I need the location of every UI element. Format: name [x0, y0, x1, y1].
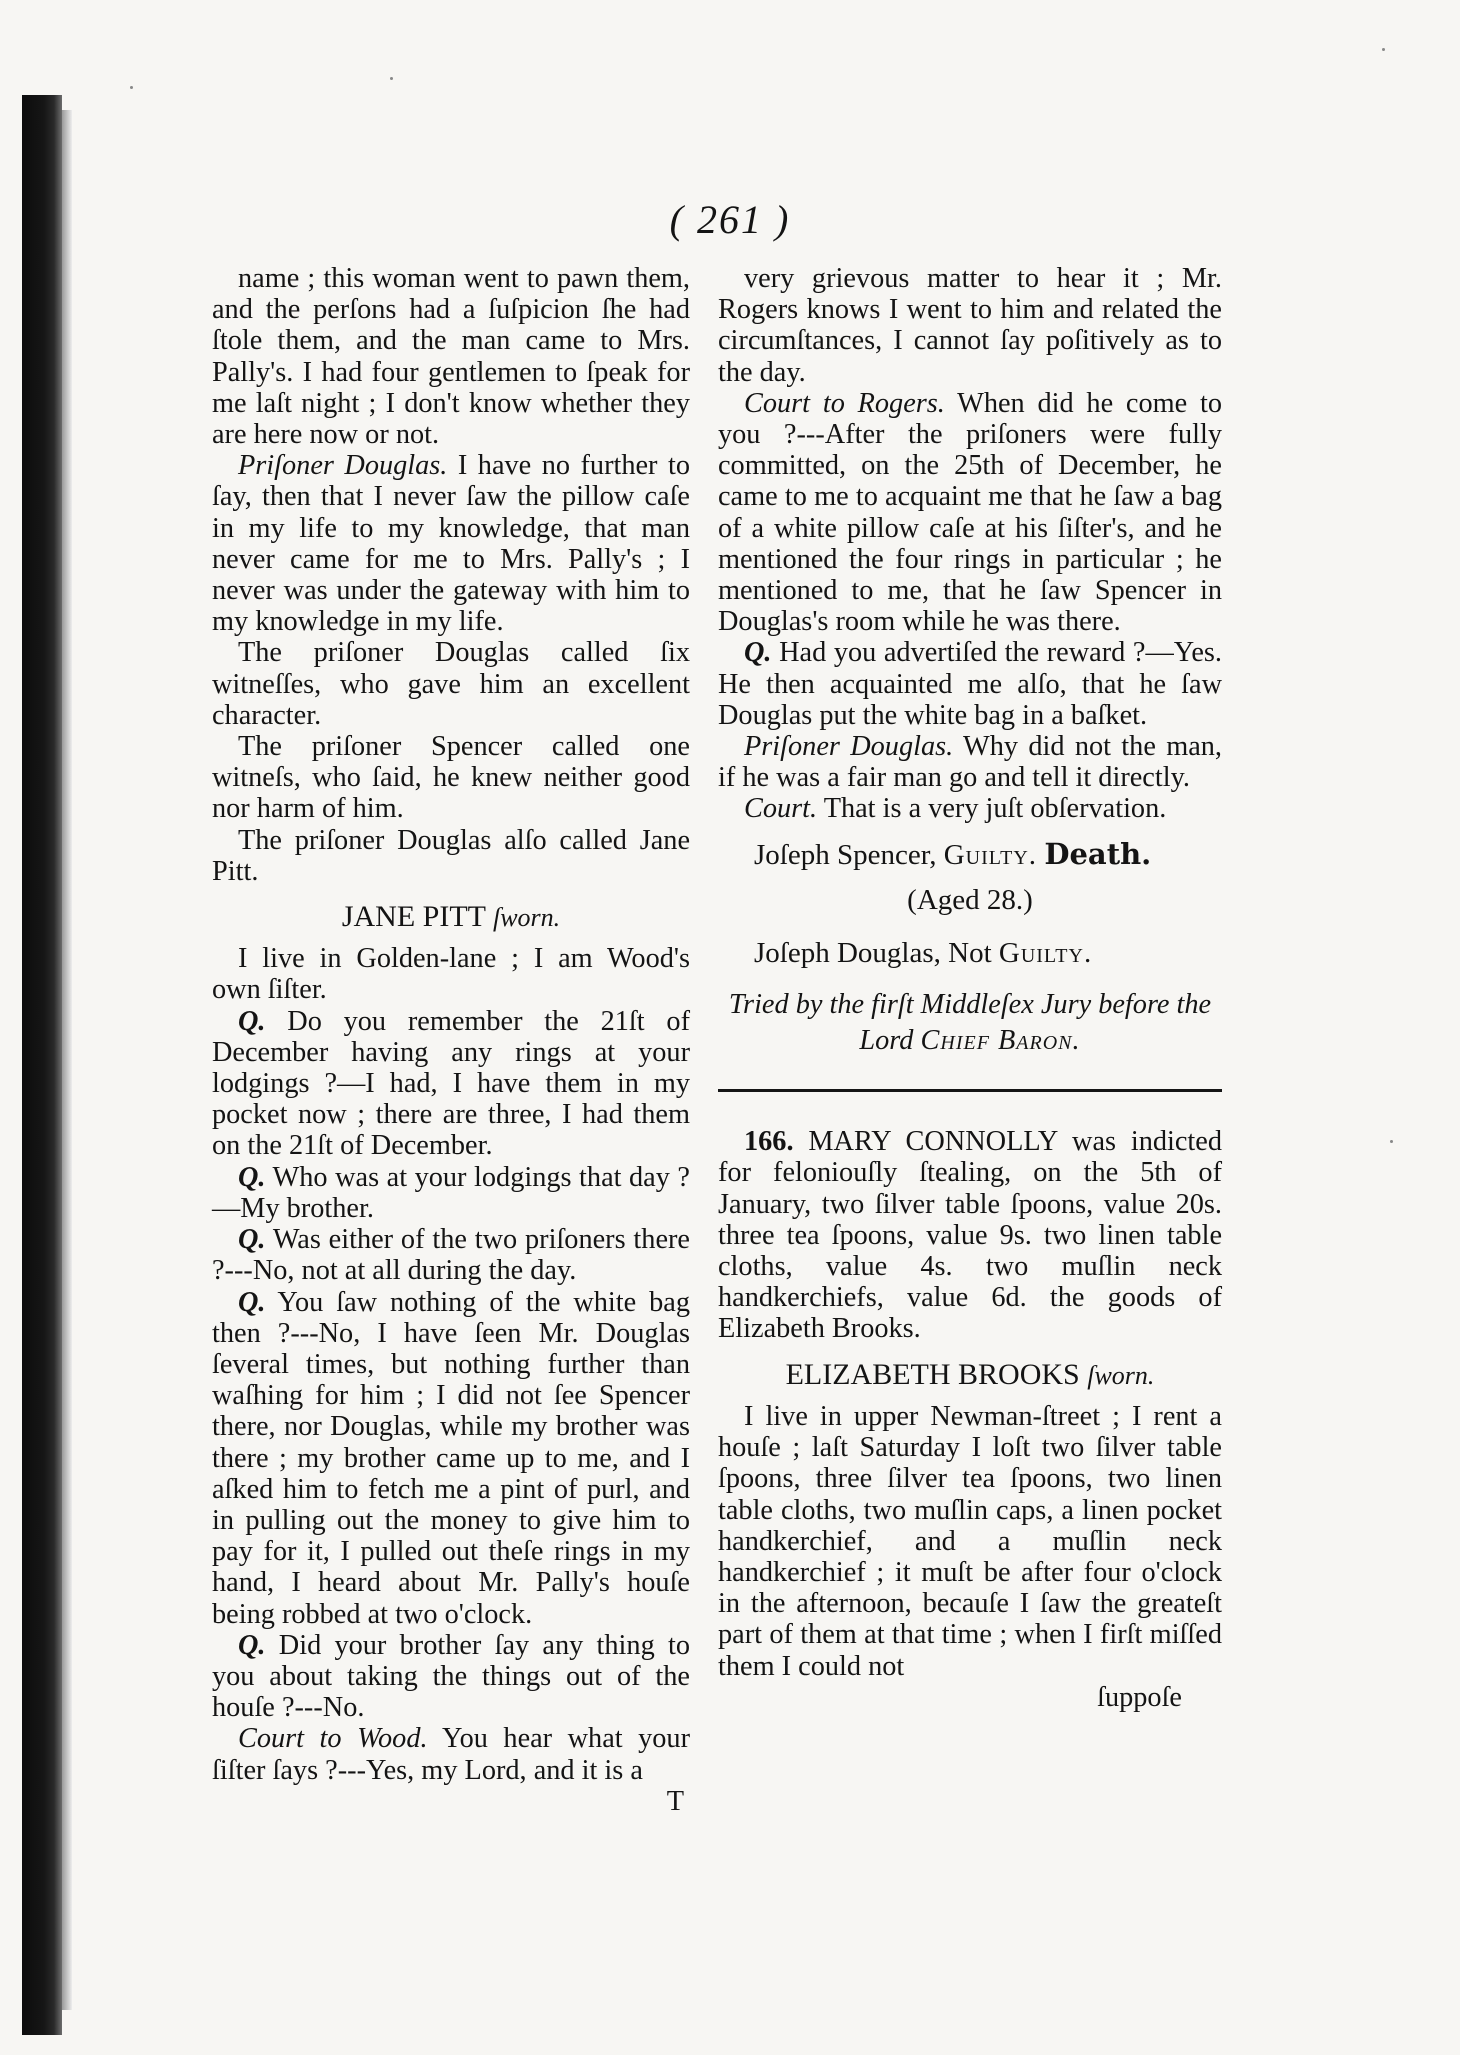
- witness-heading: [718, 1359, 1222, 1391]
- paragraph: I live in upper Newman-ſtreet ; I rent a houſe ; laſt Saturday I loſt two ſilver table ſpoons, three ſilver tea ſpoons, two linen table cloths, two muſlin caps, a linen pocket handkerchief, and a muſlin neck handkerchief ; it muſt be after four o'clock in the afternoon, becauſe I ſaw the greateſt part of them at that time ; when I firſt miſſed them I could not: [718, 1400, 1222, 1682]
- verdict-line: [754, 938, 1222, 969]
- defendant-name: Joſeph Douglas, Not: [754, 937, 992, 970]
- question-mark-label: Q.: [238, 1005, 266, 1037]
- verdict-text: Guilty.: [998, 937, 1093, 970]
- speech-text: When did he come to you ?---After the priſoners were fully committed, on the 25th of December, he came to me to acquaint me that he ſaw a bag of a white pillow caſe at his ſiſter's, and he mentioned the four rings in particular ; he mentioned to me, that he ſaw Spencer in Douglas's room while he was there.: [718, 387, 1222, 638]
- speech-paragraph: [718, 388, 1222, 638]
- paragraph: name ; this woman went to pawn them, and the perſons had a ſuſpicion ſhe had ſtole them, and the man came to Mrs. Pally's. I had four gentlemen to ſpeak for me laſt night ; I don't know whether they are here now or not.: [212, 263, 690, 451]
- page-gutter-edge: [62, 110, 72, 2010]
- question-paragraph: [212, 1630, 690, 1724]
- speaker-label: Court to Rogers.: [744, 387, 945, 419]
- book-binding-shadow: [22, 95, 62, 2035]
- trial-note-lord: Lord: [859, 1025, 914, 1057]
- question-text: Did your brother ſay any thing to you about taking the things out of the houſe ?---No.: [212, 1629, 690, 1724]
- paragraph: I live in Golden-lane ; I am Wood's own ſiſter.: [212, 943, 690, 1006]
- speech-text: I have no further to ſay, then that I never ſaw the pillow caſe in my life to my knowledge, that man never came for me to Mrs. Pally's ; I never was under the gateway with him to my knowledge in my life.: [212, 450, 690, 638]
- question-paragraph: [212, 1006, 690, 1162]
- question-paragraph: [212, 1162, 690, 1224]
- witness-name: ELIZABETH BROOKS: [785, 1357, 1080, 1391]
- question-paragraph: [212, 1224, 690, 1286]
- right-column: [718, 263, 1222, 1713]
- age-note: (Aged 28.): [907, 883, 1033, 916]
- verdict-text: Guilty.: [943, 838, 1038, 871]
- sworn-label: ſworn.: [492, 903, 561, 933]
- question-paragraph: [212, 1287, 690, 1630]
- paper-speck: [1390, 1140, 1393, 1143]
- question-mark-label: Q.: [238, 1629, 266, 1661]
- section-divider: [718, 1089, 1222, 1092]
- sworn-label: ſworn.: [1087, 1360, 1155, 1390]
- case-paragraph: [718, 1126, 1222, 1344]
- page-number: ( 261 ): [669, 197, 791, 242]
- speech-paragraph: [718, 793, 1222, 824]
- witness-heading: [212, 901, 690, 933]
- case-number: 166.: [744, 1126, 794, 1158]
- catchword: T: [666, 1785, 684, 1817]
- trial-note-text: Tried by the firſt Middleſex Jury before the: [728, 989, 1212, 1021]
- catchword: ſuppoſe: [1097, 1681, 1182, 1713]
- question-text: Who was at your lodgings that day ?—My brother.: [212, 1161, 690, 1224]
- question-paragraph: [718, 637, 1222, 731]
- question-text: Had you advertiſed the reward ?—Yes. He then acquainted me alſo, that he ſaw Douglas put the white bag in a baſket.: [718, 637, 1222, 731]
- left-column: [212, 263, 690, 1817]
- case-text: MARY CONNOLLY was indicted for feloniouſly ſtealing, on the 5th of January, two ſilver table ſpoons, value 20s. three tea ſpoons, value 9s. two linen table cloths, value 4s. two muſlin neck handkerchiefs, value 6d. the goods of Elizabeth Brooks.: [718, 1126, 1222, 1345]
- question-mark-label: Q.: [238, 1161, 266, 1193]
- speaker-label: Priſoner Douglas.: [744, 731, 954, 763]
- question-mark-label: Q.: [744, 637, 772, 669]
- verdict-line: [754, 836, 1222, 871]
- speech-paragraph: [718, 731, 1222, 793]
- question-text: Do you remember the 21ſt of December having any rings at your lodgings ?—I had, I have them in my pocket now ; there are three, I had them on the 21ſt of December.: [212, 1005, 690, 1162]
- sentence-text: Death.: [1044, 836, 1152, 871]
- speech-text: That is a very juſt obſervation.: [817, 793, 1167, 825]
- speaker-label: Court to Wood.: [238, 1723, 428, 1755]
- witness-name: JANE PITT: [341, 900, 486, 934]
- speech-text: You hear what your ſiſter ſays ?---Yes, my Lord, and it is a: [212, 1723, 690, 1786]
- speech-text: Why did not the man, if he was a fair man go and tell it directly.: [718, 731, 1222, 794]
- paragraph: The priſoner Douglas called ſix witneſſes, who gave him an excellent character.: [212, 637, 690, 731]
- paragraph: very grievous matter to hear it ; Mr. Rogers knows I went to him and related the circumſtances, I cannot ſay poſitively as to the day.: [718, 263, 1222, 388]
- paragraph: The priſoner Douglas alſo called Jane Pitt.: [212, 824, 690, 887]
- paper-speck: [390, 77, 393, 80]
- trial-note: [718, 987, 1222, 1059]
- paper-speck: [130, 86, 133, 89]
- question-mark-label: Q.: [238, 1224, 266, 1256]
- defendant-name: Joſeph Spencer,: [754, 838, 937, 871]
- speech-paragraph: [212, 450, 690, 637]
- paragraph: The priſoner Spencer called one witneſs, who ſaid, he knew neither good nor harm of him.: [212, 731, 690, 825]
- question-text: Was either of the two priſoners there ?---No, not at all during the day.: [212, 1224, 690, 1287]
- speaker-label: Court.: [744, 793, 818, 825]
- trial-note-judge: Chief Baron.: [920, 1025, 1081, 1057]
- paper-speck: [1382, 48, 1385, 51]
- speech-paragraph: [212, 1723, 690, 1785]
- speaker-label: Priſoner Douglas.: [238, 450, 448, 482]
- question-text: You ſaw nothing of the white bag then ?---No, I have ſeen Mr. Douglas ſeveral times, but nothing further than waſhing for him ; I did not ſee Spencer there, nor Douglas, while my brother was there ; my brother came up to me, and I aſked him to fetch me a pint of purl, and in pulling out the money to give him to pay for it, I pulled out theſe rings in my hand, I heard about Mr. Pally's houſe being robbed at two o'clock.: [212, 1286, 690, 1630]
- question-mark-label: Q.: [238, 1286, 266, 1318]
